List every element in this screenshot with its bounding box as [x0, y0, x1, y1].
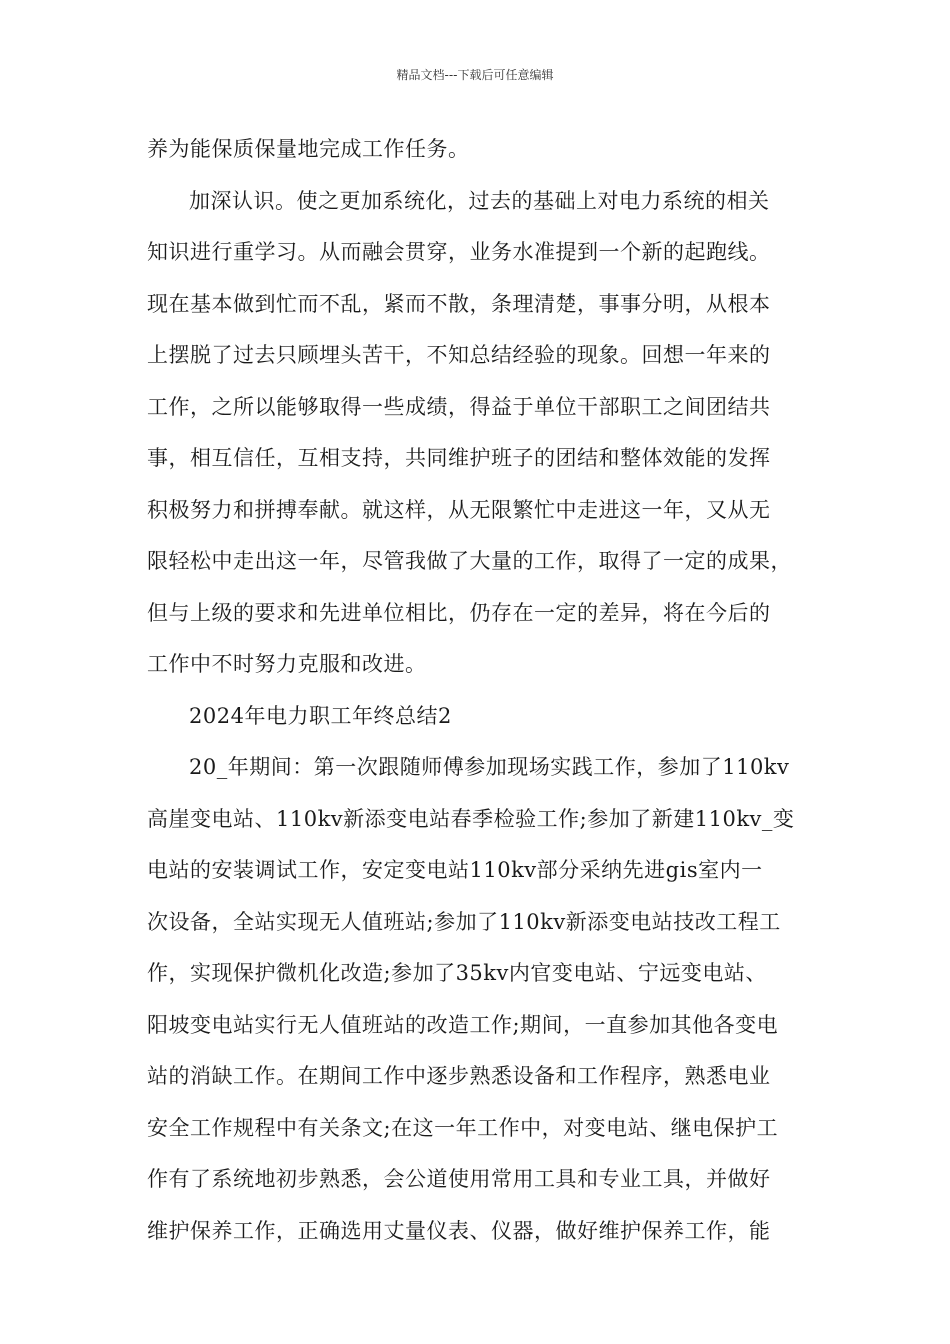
text-line: 但与上级的要求和先进单位相比，仍存在一定的差异，将在今后的: [147, 601, 771, 625]
text-line: 工作中不时努力克服和改进。: [147, 652, 427, 676]
text-line: 事，相互信任，互相支持，共同维护班子的团结和整体效能的发挥: [147, 446, 771, 470]
text-line: 作，实现保护微机化改造;参加了35kv内官变电站、宁远变电站、: [147, 961, 767, 985]
text-line: 积极努力和拼搏奉献。就这样，从无限繁忙中走进这一年，又从无: [147, 498, 771, 522]
page-header: 精品文档---下载后可任意编辑: [396, 68, 554, 82]
section-heading: 2024年电力职工年终总结2: [189, 704, 452, 728]
text-line: 电站的安装调试工作，安定变电站110kv部分采纳先进gis室内一: [147, 858, 763, 882]
text-line: 现在基本做到忙而不乱，紧而不散，条理清楚，事事分明，从根本: [147, 292, 771, 316]
text-line: 限轻松中走出这一年，尽管我做了大量的工作，取得了一定的成果，: [147, 549, 792, 573]
text-line: 阳坡变电站实行无人值班站的改造工作;期间，一直参加其他各变电: [147, 1013, 779, 1037]
text-line: 养为能保质保量地完成工作任务。: [147, 137, 470, 161]
text-line: 维护保养工作，正确选用丈量仪表、仪器，做好维护保养工作，能: [147, 1219, 771, 1243]
paragraph-first-line: 20_年期间：第一次跟随师傅参加现场实践工作，参加了110kv: [189, 755, 790, 779]
text-line: 高崖变电站、110kv新添变电站春季检验工作;参加了新建110kv_变: [147, 807, 795, 831]
paragraph-first-line: 加深认识。使之更加系统化，过去的基础上对电力系统的相关: [189, 189, 770, 213]
text-line: 知识进行重学习。从而融会贯穿，业务水准提到一个新的起跑线。: [147, 240, 771, 264]
text-line: 站的消缺工作。在期间工作中逐步熟悉设备和工作程序，熟悉电业: [147, 1064, 771, 1088]
text-line: 上摆脱了过去只顾埋头苦干，不知总结经验的现象。回想一年来的: [147, 343, 771, 367]
text-line: 安全工作规程中有关条文;在这一年工作中，对变电站、继电保护工: [147, 1116, 779, 1140]
text-line: 工作，之所以能够取得一些成绩，得益于单位干部职工之间团结共: [147, 395, 771, 419]
text-line: 作有了系统地初步熟悉，会公道使用常用工具和专业工具，并做好: [147, 1167, 771, 1191]
text-line: 次设备，全站实现无人值班站;参加了110kv新添变电站技改工程工: [147, 910, 781, 934]
